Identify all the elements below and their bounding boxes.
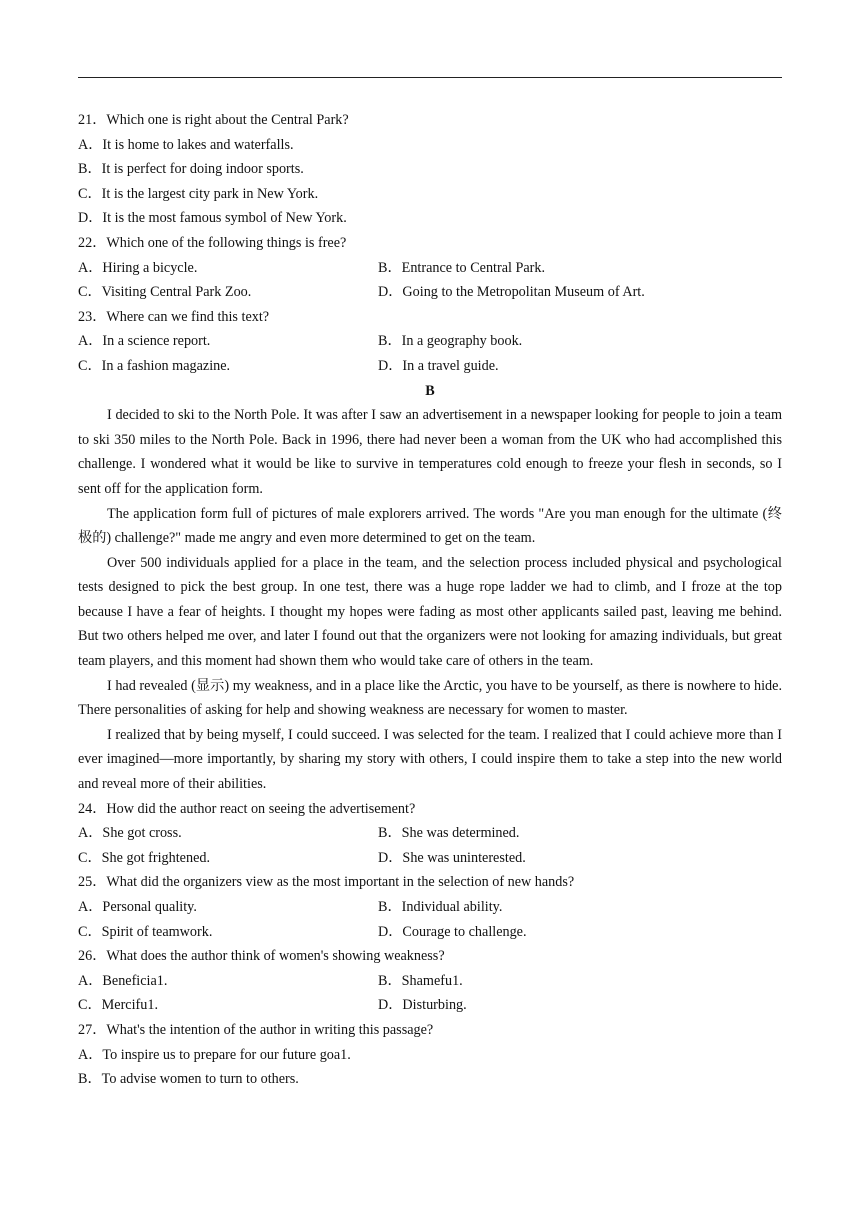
- question-21-option-c: C．It is the largest city park in New York.: [78, 185, 319, 202]
- passage-paragraph-3: Over 500 individuals applied for a place in the team, and the selection process included physical and psychological tests designed to pick the best group. In one test, there was a huge rope ladder we had to climb, and I froze at the top because I have a fear of heights. I thought my hopes were fading as most other applicants sailed past, leaving me behind. But two others helped me over, and later I found out that the organizers were not looking for amazing individuals, but great team players, and this moment had shown them who would take care of others in the team.: [78, 554, 782, 670]
- question-25-option-c: C．Spirit of teamwork.: [78, 923, 213, 940]
- question-26-stem: 26．What does the author think of women's showing weakness?: [78, 948, 445, 965]
- question-25-options-row-1: [78, 895, 782, 920]
- question-24-stem: 24．How did the author react on seeing the advertisement?: [78, 800, 416, 817]
- question-23-option-c: C．In a fashion magazine.: [78, 357, 231, 374]
- question-25-options-row-2: [78, 920, 782, 945]
- question-27-option-a: A．To inspire us to prepare for our future goa1.: [78, 1046, 351, 1063]
- question-27-stem: 27．What's the intention of the author in writing this passage?: [78, 1021, 434, 1038]
- question-24-options-row-1: [78, 821, 782, 846]
- passage-paragraph-1: I decided to ski to the North Pole. It was after I saw an advertisement in a newspaper looking for people to join a team to ski 350 miles to the North Pole. Back in 1996, there had never been a woman from the UK who had accomplished this challenge. I wondered what it would be like to survive in temperatures cold enough to freeze your flesh in seconds, so I sent off for the application form.: [78, 407, 782, 497]
- question-24-option-c: C．She got frightened.: [78, 849, 211, 866]
- question-23-options-row-2: [78, 354, 782, 379]
- question-25-stem: 25．What did the organizers view as the most important in the selection of new hands?: [78, 874, 575, 891]
- question-22-options-row-1: [78, 256, 782, 281]
- question-26-option-c: C．Mercifu1.: [78, 997, 158, 1014]
- question-27-option-b: B．To advise women to turn to others.: [78, 1071, 299, 1088]
- question-25-option-a: A．Personal quality.: [78, 899, 197, 915]
- question-26-option-a: A．Beneficia1.: [78, 972, 168, 989]
- question-26-option-d: D．Disturbing.: [378, 997, 467, 1014]
- question-24-options-row-2: [78, 846, 782, 871]
- question-22-option-a: A．Hiring a bicycle.: [78, 259, 198, 276]
- question-22-option-b: B．Entrance to Central Park.: [378, 259, 546, 276]
- question-21-stem: 21．Which one is right about the Central Park?: [78, 112, 349, 128]
- passage-paragraph-4: I had revealed (显示) my weakness, and in a place like the Arctic, you have to be yourself, as there is nowhere to hide. There personalities of asking for help and showing weakness are necessary for women to master.: [78, 677, 782, 719]
- question-26-option-b: B．Shamefu1.: [378, 972, 463, 989]
- question-24-option-d: D．She was uninterested.: [378, 849, 526, 866]
- question-21-option-d: D．It is the most famous symbol of New York.: [78, 210, 347, 227]
- passage-paragraph-2: The application form full of pictures of male explorers arrived. The words "Are you man enough for the ultimate (终极的) challenge?" made me angry and even more determined to get on the team.: [78, 505, 782, 547]
- question-26-options-row-2: [78, 993, 782, 1018]
- question-23-option-d: D．In a travel guide.: [378, 357, 499, 374]
- document-body: [78, 108, 782, 1092]
- question-22-options-row-2: [78, 280, 782, 305]
- question-25-option-b: B．Individual ability.: [378, 899, 503, 915]
- question-26-options-row-1: [78, 969, 782, 994]
- question-22-option-d: D．Going to the Metropolitan Museum of Art.: [378, 284, 645, 301]
- question-22-option-c: C．Visiting Central Park Zoo.: [78, 284, 252, 301]
- question-24-option-a: A．She got cross.: [78, 825, 182, 842]
- question-23-stem: 23．Where can we find this text?: [78, 308, 270, 325]
- question-23-options-row-1: [78, 329, 782, 354]
- question-25-option-d: D．Courage to challenge.: [378, 923, 527, 940]
- passage-paragraph-5: I realized that by being myself, I could succeed. I was selected for the team. I realized that I could achieve more than I ever imagined—more importantly, by sharing my story with others, I could inspire them to take a step into the new world and reveal more of their abilities.: [78, 726, 782, 793]
- question-22-stem: 22．Which one of the following things is free?: [78, 234, 347, 251]
- question-21-option-a: A．It is home to lakes and waterfalls.: [78, 136, 294, 153]
- question-23-option-a: A．In a science report.: [78, 333, 211, 350]
- section-b-heading: B: [425, 382, 435, 399]
- question-21-option-b: B．It is perfect for doing indoor sports.: [78, 161, 304, 178]
- header-rule: [78, 77, 782, 78]
- question-23-option-b: B．In a geography book.: [378, 333, 523, 350]
- question-24-option-b: B．She was determined.: [378, 825, 520, 842]
